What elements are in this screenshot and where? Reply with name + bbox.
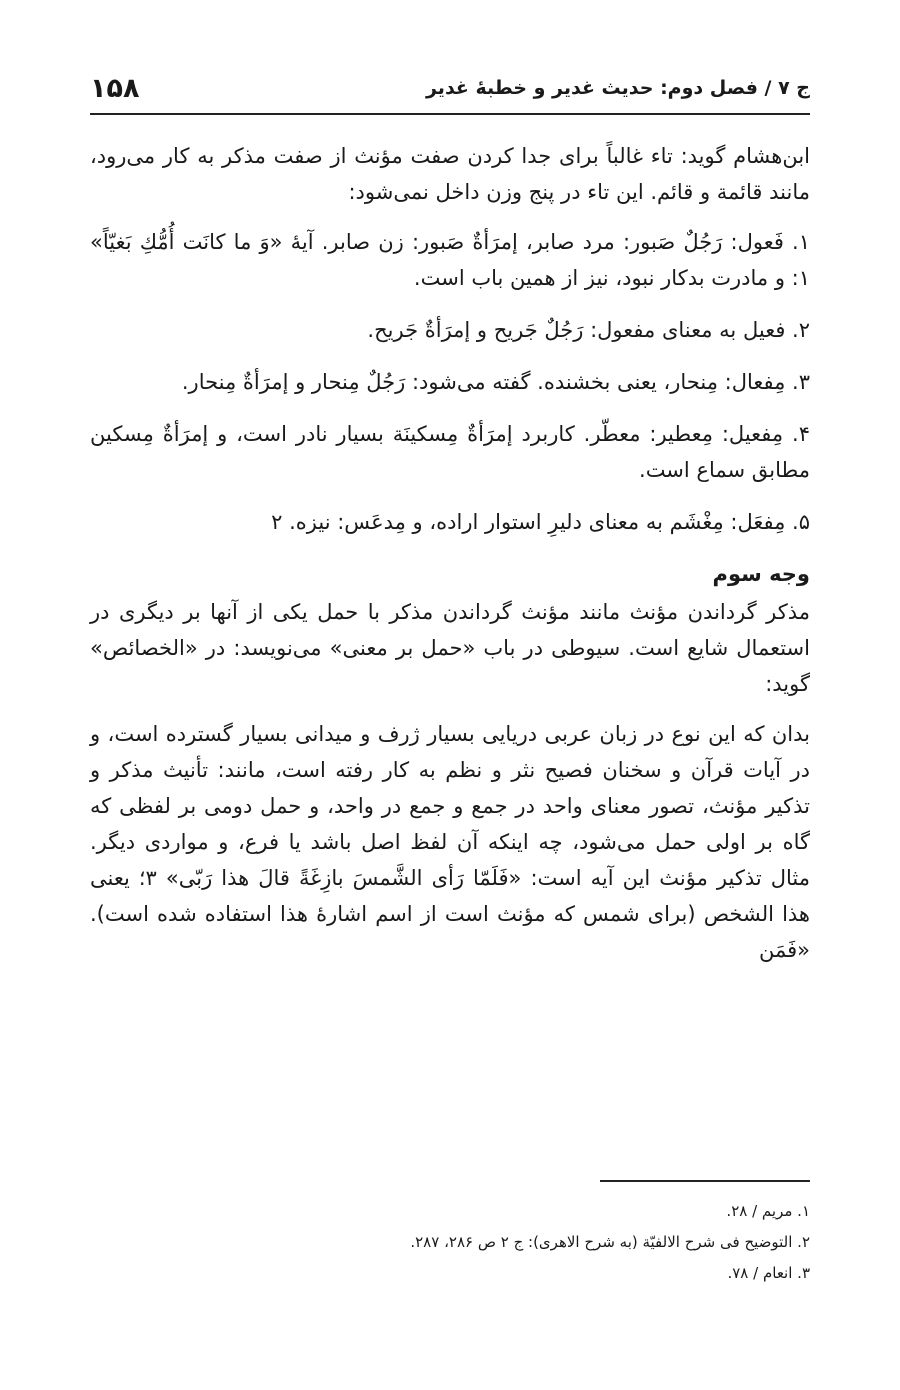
section-paragraph: مذكر گرداندن مؤنث مانند مؤنث گرداندن مذكر با حمل يكى از آنها بر ديگرى در استعمال شايع است. سيوطى در باب «حمل بر معنى» مى‌نويسد: در «الخصائص» گويد: <box>90 600 810 696</box>
body-text <box>90 138 810 982</box>
quote-paragraph: بدان كه اين نوع در زبان عربى دريايى بسيار ژرف و ميدانى بسيار گسترده است، و در آيات قرآن و سخنان فصيح نثر و نظم به كار رفته است، مانند: تأنيث مذكر و تذكير مؤنث، تصور معناى واحد در جمع و جمع در واحد، و حمل دومى بر لفظى كه گاه بر اولى حمل مى‌شود، چه اينكه آن لفظ اصل باشد يا فرع، و مواردى ديگر. مثال تذكير مؤنث اين آيه است: «فَلَمّا رَأى الشَّمسَ بازِغَةً قالَ هذا رَبّى» ۳؛ يعنى هذا الشخص (براى شمس كه مؤنث است از اسم اشارهٔ هذا استفاده شده است). «فَمَن <box>90 722 810 962</box>
footnotes <box>90 1196 810 1289</box>
footnote: ۲. التوضيح فى شرح الالفيّة (به شرح الاهرى): ج ۲ ص ۲۸۶، ۲۸۷. <box>410 1233 810 1251</box>
running-title: ج ۷ / فصل دوم: حديث غدير و خطبهٔ غدير <box>425 77 810 99</box>
page-number: ۱۵۸ <box>90 72 140 104</box>
list-item: ۲. فعيل به معناى مفعول: رَجُلٌ جَريح و إمرَأةٌ جَريح. <box>367 318 810 342</box>
list-item: ۱. فَعول: رَجُلٌ صَبور: مرد صابر، إمرَأةٌ صَبور: زن صابر. آيهٔ «وَ ما كانَت أُمُّكِ بَغيّاً» ۱: و مادرت بدكار نبود، نيز از همين باب است. <box>90 230 810 290</box>
footnote: ۱. مريم / ۲۸. <box>726 1202 810 1220</box>
header-rule <box>90 113 810 115</box>
section-heading: وجه سوم <box>712 562 810 586</box>
footnote-rule <box>600 1180 810 1182</box>
footnote: ۳. انعام / ۷۸. <box>727 1264 810 1282</box>
list-item: ۳. مِفعال: مِنحار، يعنى بخشنده. گفته مى‌شود: رَجُلٌ مِنحار و إمرَأةٌ مِنحار. <box>181 370 810 394</box>
intro-paragraph: ابن‌هشام گويد: تاء غالباً براى جدا كردن صفت مؤنث از صفت مذكر به كار مى‌رود، مانند قائمة و قائم. اين تاء در پنج وزن داخل نمى‌شود: <box>90 144 810 204</box>
list-item: ۴. مِفعيل: مِعطير: معطّر. كاربرد إمرَأةٌ مِسكينَة بسيار نادر است، و إمرَأةٌ مِسكين مطابق سماع است. <box>90 422 810 482</box>
list-item: ۵. مِفعَل: مِغْشَم به معناى دليرِ استوار اراده، و مِدعَس: نيزه. ۲ <box>271 510 810 534</box>
page-header <box>90 66 810 110</box>
